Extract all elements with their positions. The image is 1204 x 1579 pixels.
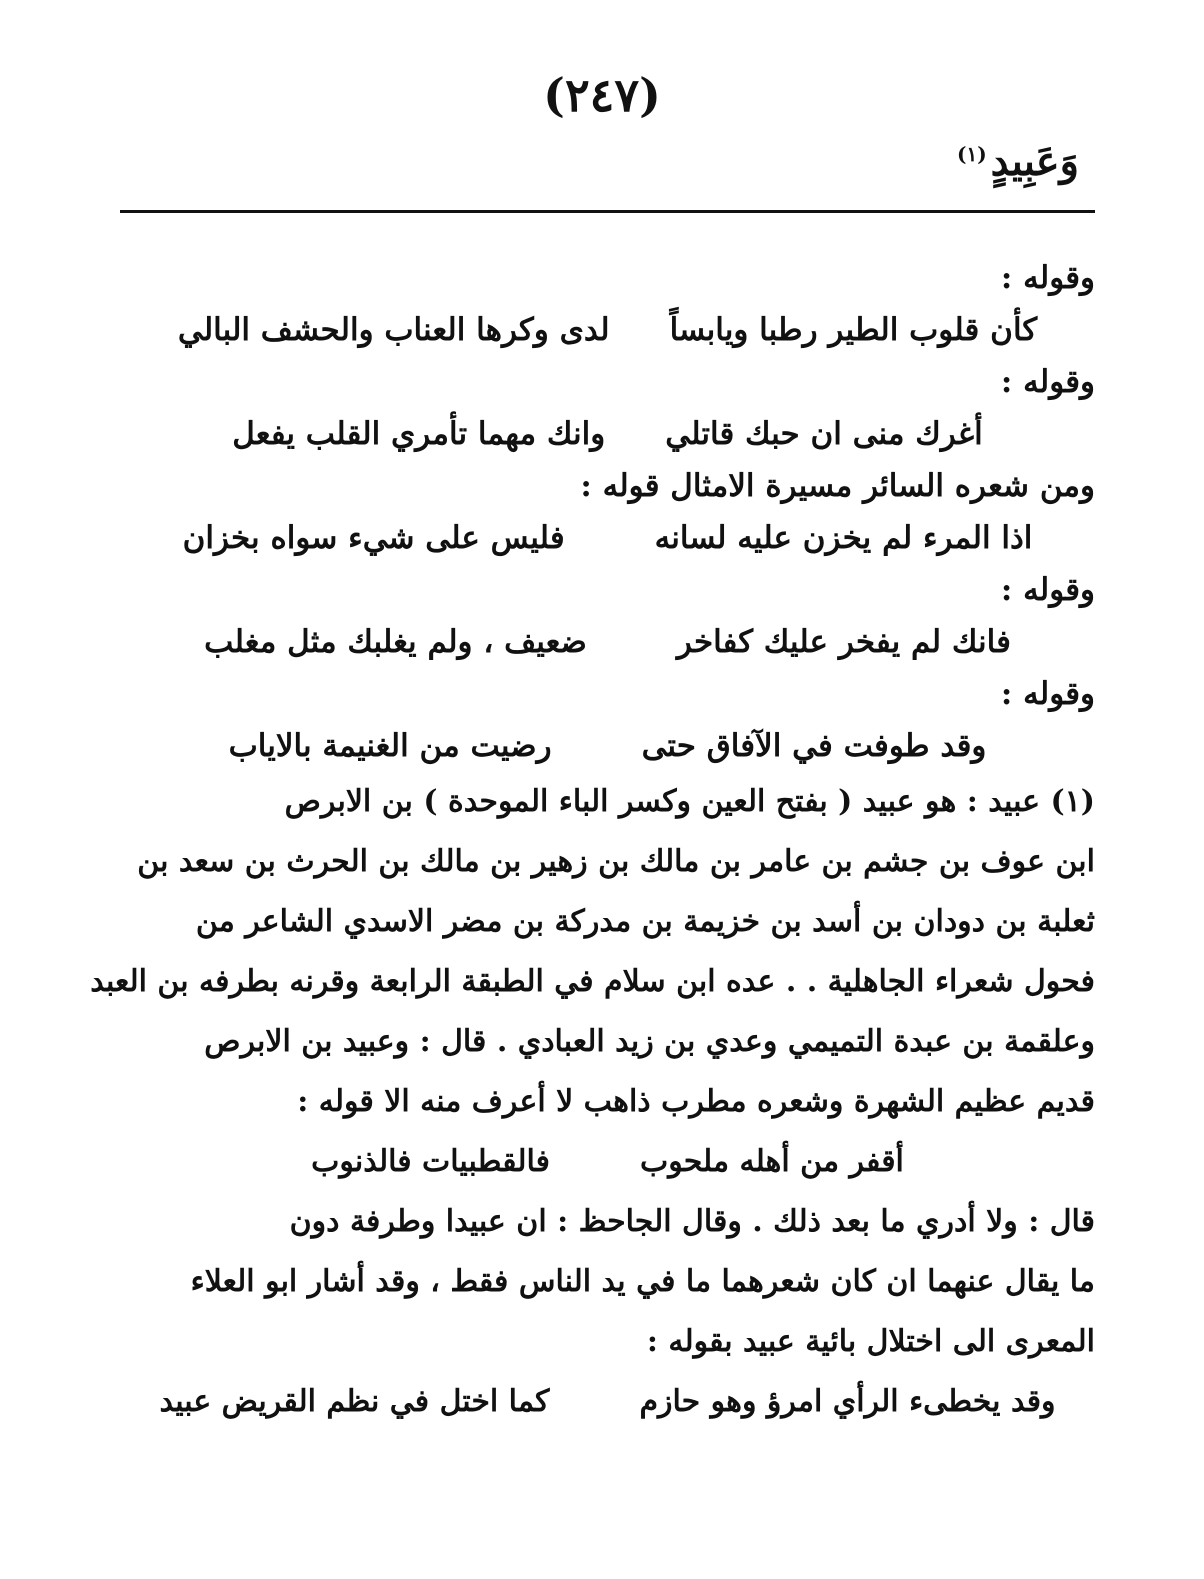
- verse-second-hemistich: وانك مهما تأمري القلب يفعل: [232, 416, 606, 452]
- footnote-line: وعلقمة بن عبدة التميمي وعدي بن زيد العبادي . قال : وعبيد بن الابرص: [204, 1024, 1095, 1059]
- header-word-text: وَعَبِيدٍ: [990, 138, 1079, 185]
- page-body: [90, 252, 1095, 1432]
- verse-second-hemistich: فليس على شيء سواه بخزان: [182, 520, 565, 556]
- verse-second-hemistich: كما اختل في نظم القريض عبيد: [159, 1384, 550, 1419]
- verse-second-hemistich: رضيت من الغنيمة بالاياب: [228, 728, 552, 764]
- verse-first-hemistich: فانك لم يفخر عليك كفاخر: [676, 624, 1011, 660]
- footnote-line: قديم عظيم الشهرة وشعره مطرب ذاهب لا أعرف منه الا قوله :: [297, 1084, 1095, 1119]
- verse-first-hemistich: أغرك منى ان حبك قاتلي: [665, 416, 983, 452]
- verse-line: [120, 408, 1095, 460]
- footnote-line: فحول شعراء الجاهلية . . عده ابن سلام في الطبقة الرابعة وقرنه بطرفه بن العبد: [90, 964, 1095, 999]
- footnote-line: (١) عبيد : هو عبيد ( بفتح العين وكسر الباء الموحدة ) بن الابرص: [284, 784, 1095, 819]
- verse-second-hemistich: لدى وكرها العناب والحشف البالي: [177, 312, 610, 348]
- intro-line: ومن شعره السائر مسيرة الامثال قوله :: [580, 468, 1095, 504]
- footnote: [90, 772, 1095, 1432]
- verse-first-hemistich: اذا المرء لم يخزن عليه لسانه: [654, 520, 1033, 556]
- verse-second-hemistich: فالقطبيات فالذنوب: [311, 1144, 550, 1179]
- footnote-line: ابن عوف بن جشم بن عامر بن مالك بن زهير بن مالك بن الحرث بن سعد بن: [137, 844, 1095, 879]
- intro-line: وقوله :: [1000, 676, 1095, 712]
- intro-line: وقوله :: [1000, 260, 1095, 296]
- page-header-word: [957, 138, 1079, 185]
- footnote-line: قال : ولا أدري ما بعد ذلك . وقال الجاحظ : ان عبيدا وطرفة دون: [289, 1204, 1095, 1239]
- intro-line: وقوله :: [1000, 364, 1095, 400]
- verse-line: [120, 512, 1095, 564]
- footnote-line: ما يقال عنهما ان كان شعرهما ما في يد الناس فقط ، وقد أشار ابو العلاء: [190, 1264, 1095, 1299]
- verse-second-hemistich: ضعيف ، ولم يغلبك مثل مغلب: [204, 624, 587, 660]
- header-note-ref: (١): [956, 141, 987, 166]
- page-number: (٢٤٧): [543, 68, 661, 122]
- footnote-line: المعرى الى اختلال بائية عبيد بقوله :: [646, 1324, 1095, 1359]
- footnote-final-verse: [120, 1372, 1095, 1432]
- verse-first-hemistich: أقفر من أهله ملحوب: [639, 1144, 904, 1179]
- verse-line: [120, 616, 1095, 668]
- verse-line: [120, 720, 1095, 772]
- footnote-verse: [120, 1132, 1095, 1192]
- intro-line: وقوله :: [1000, 572, 1095, 608]
- verse-first-hemistich: وقد طوفت في الآفاق حتى: [641, 728, 987, 764]
- footnote-line: ثعلبة بن دودان بن أسد بن خزيمة بن مدركة بن مضر الاسدي الشاعر من: [195, 904, 1095, 939]
- header-rule: [120, 210, 1095, 213]
- verse-line: [120, 304, 1095, 356]
- verse-first-hemistich: وقد يخطىء الرأي امرؤ وهو حازم: [639, 1384, 1056, 1419]
- verse-first-hemistich: كأن قلوب الطير رطبا ويابساً: [669, 312, 1038, 348]
